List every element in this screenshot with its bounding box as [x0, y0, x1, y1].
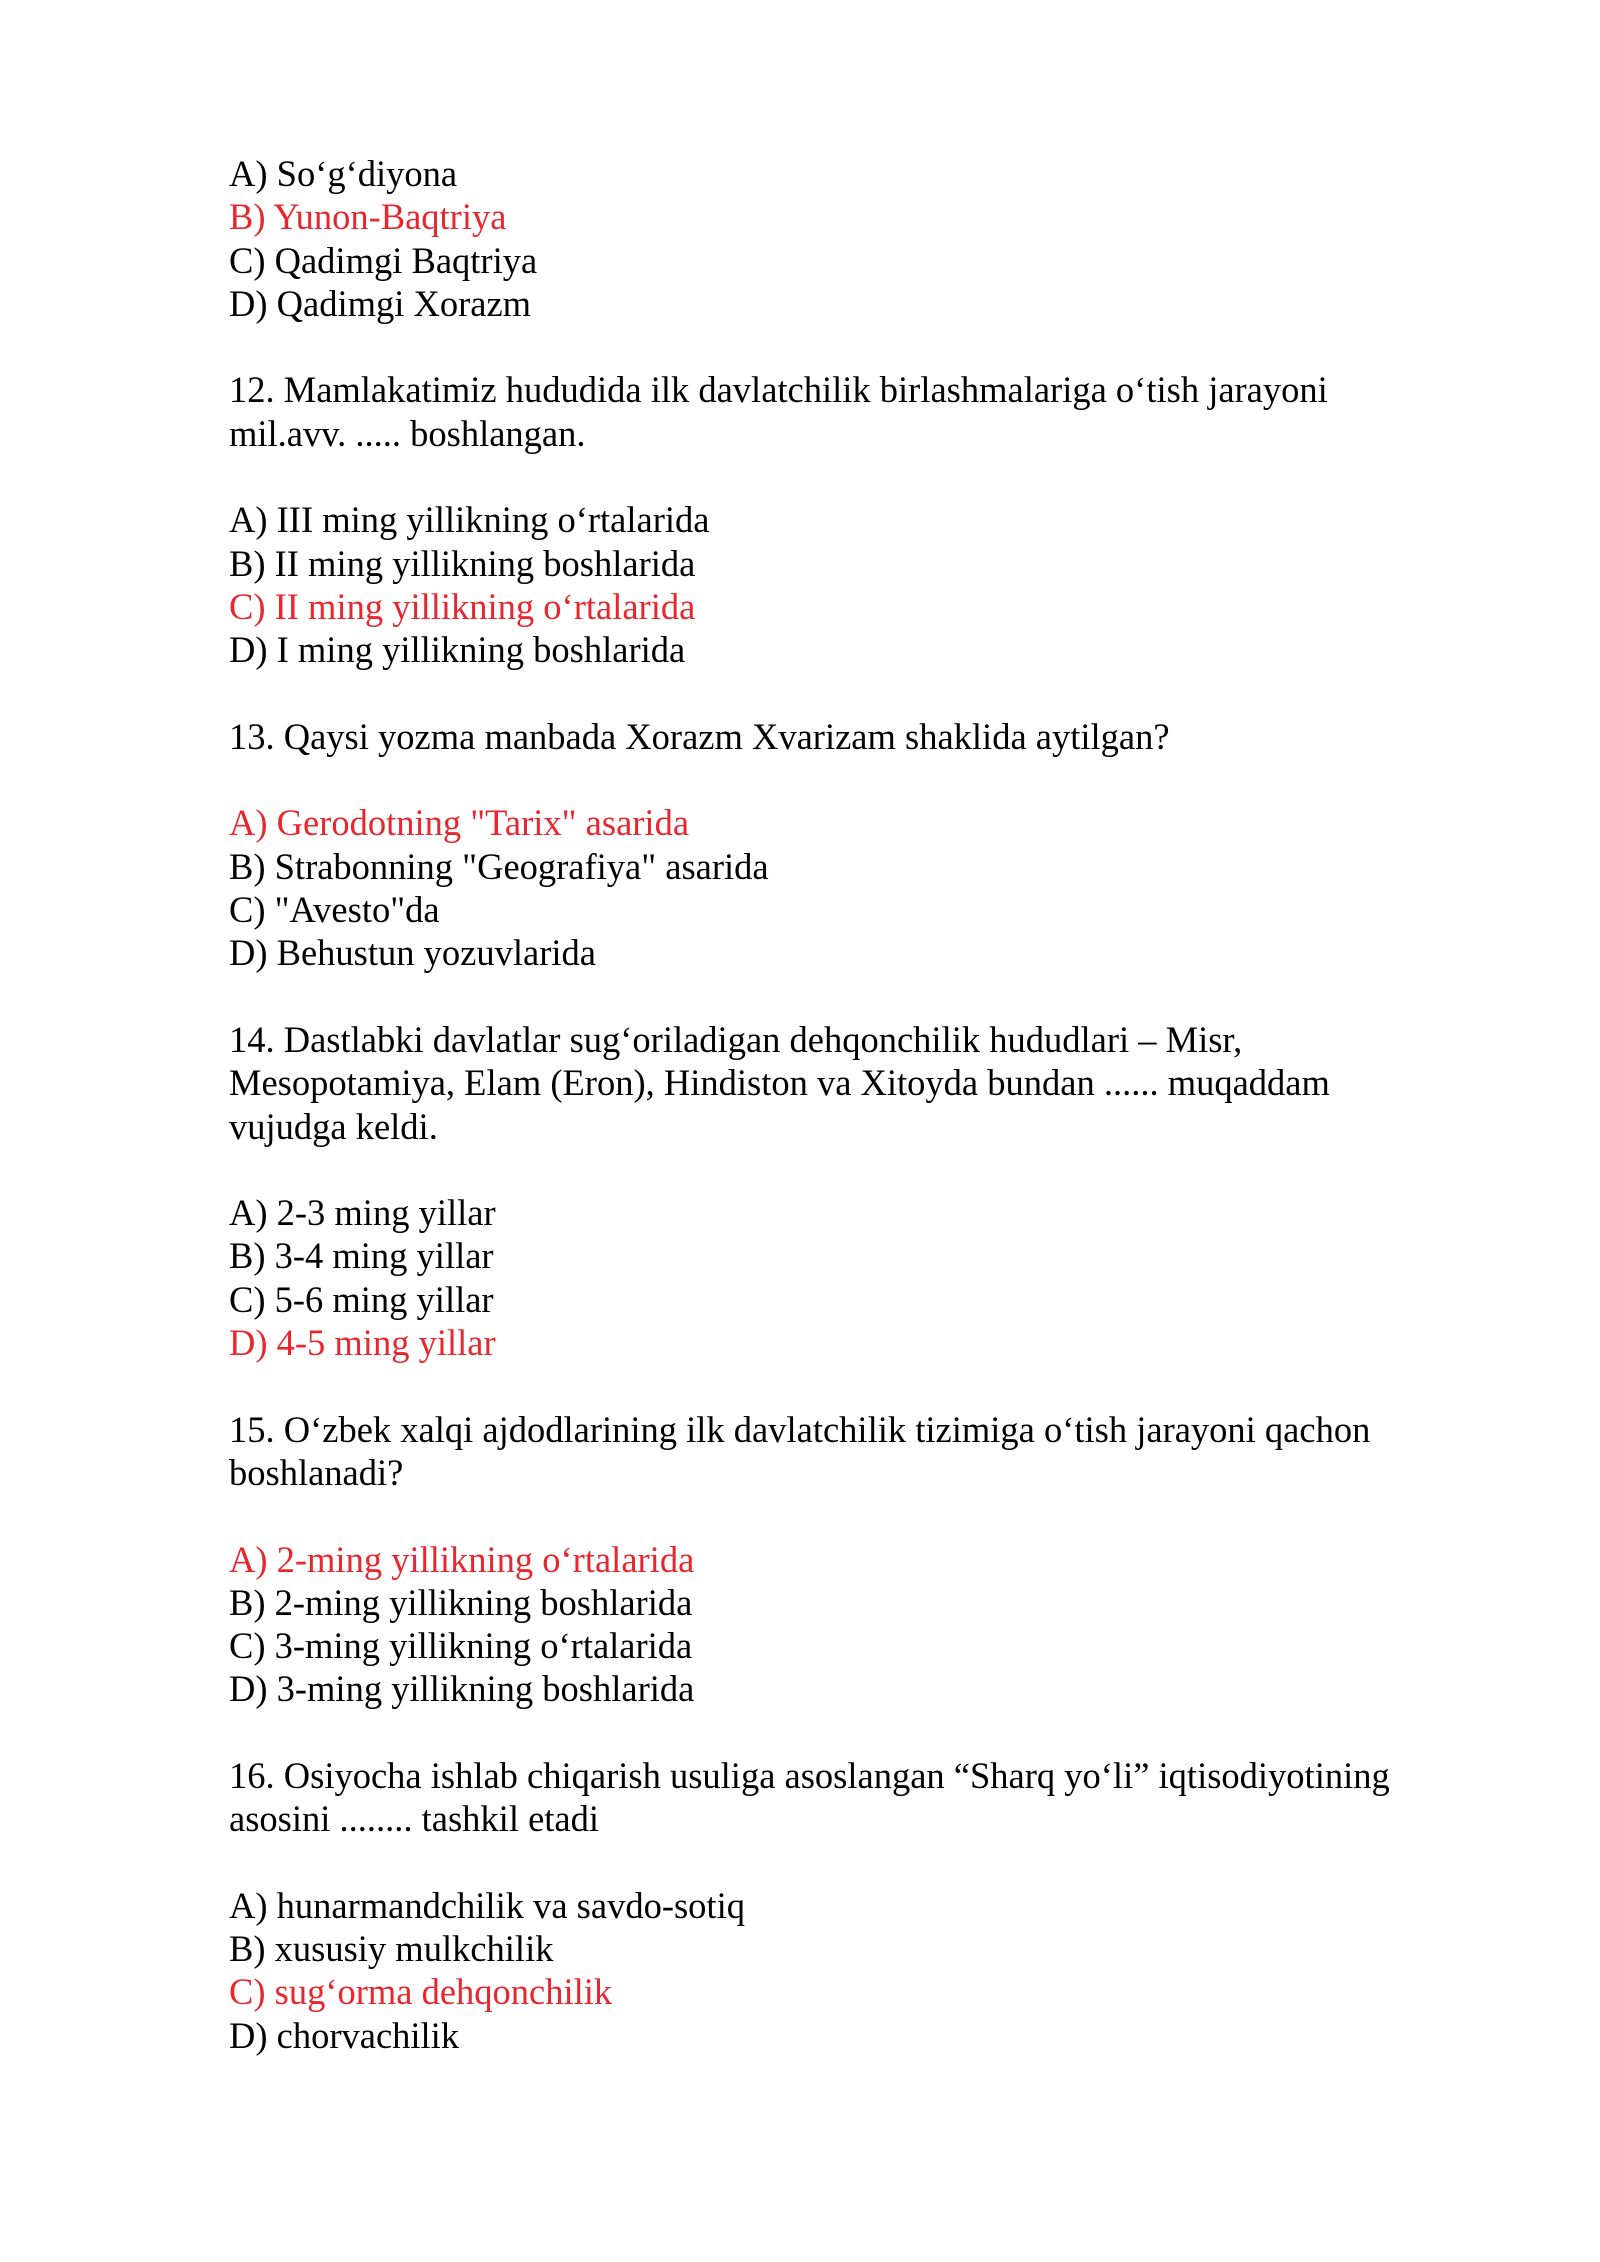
- document-page: [229, 152, 1429, 2100]
- question-12-options: [229, 498, 1429, 671]
- answer-option: B) 3-4 ming yillar: [229, 1235, 494, 1277]
- answer-option: A) So‘g‘diyona: [229, 153, 458, 194]
- question-line: 14. Dastlabki davlatlar sug‘oriladigan dehqonchilik hududlari – Misr,: [229, 1018, 1243, 1060]
- answer-option: C) 5-6 ming yillar: [229, 1278, 494, 1320]
- question-line: 13. Qaysi yozma manbada Xorazm Xvarizam shaklida aytilgan?: [229, 715, 1170, 757]
- answer-option: D) Behustun yozuvlarida: [229, 932, 596, 974]
- question-14-text: [229, 1018, 1429, 1148]
- question-line: asosini ........ tashkil etadi: [229, 1798, 600, 1840]
- question-13-options: [229, 801, 1429, 974]
- question-line: 12. Mamlakatimiz hududida ilk davlatchilik birlashmalariga o‘tish jarayoni: [229, 369, 1328, 411]
- answer-option: B) xususiy mulkchilik: [229, 1928, 554, 1970]
- question-line: mil.avv. ..... boshlangan.: [229, 412, 586, 454]
- answer-option-correct: B) Yunon-Baqtriya: [229, 196, 507, 238]
- answer-option: D) chorvachilik: [229, 2014, 460, 2056]
- question-16-text: [229, 1754, 1429, 1841]
- question-line: vujudga keldi.: [229, 1105, 438, 1147]
- question-15-options: [229, 1538, 1429, 1711]
- answer-option: D) I ming yillikning boshlarida: [229, 629, 686, 671]
- answer-option: C) "Avesto"da: [229, 889, 440, 931]
- question-line: boshlanadi?: [229, 1451, 404, 1493]
- question-line: 16. Osiyocha ishlab chiqarish usuliga asoslangan “Sharq yo‘li” iqtisodiyotining: [229, 1754, 1390, 1796]
- answer-option: C) Qadimgi Baqtriya: [229, 239, 538, 281]
- answer-option: B) II ming yillikning boshlarida: [229, 542, 696, 584]
- question-12-text: [229, 368, 1429, 455]
- answer-option-correct: A) 2-ming yillikning o‘rtalarida: [229, 1538, 695, 1580]
- question-14-options: [229, 1191, 1429, 1364]
- answer-option: D) 3-ming yillikning boshlarida: [229, 1668, 695, 1710]
- answer-option-correct: A) Gerodotning "Tarix" asarida: [229, 802, 690, 844]
- answer-option: C) 3-ming yillikning o‘rtalarida: [229, 1625, 693, 1667]
- question-15-text: [229, 1408, 1429, 1495]
- answer-option: A) 2-3 ming yillar: [229, 1192, 496, 1234]
- answer-option-correct: C) sug‘orma dehqonchilik: [229, 1971, 613, 2013]
- question-line: Mesopotamiya, Elam (Eron), Hindiston va Xitoyda bundan ...... muqaddam: [229, 1062, 1330, 1104]
- question-line: 15. O‘zbek xalqi ajdodlarining ilk davlatchilik tizimiga o‘tish jarayoni qachon: [229, 1408, 1371, 1450]
- question-11-options: [229, 152, 1429, 325]
- answer-option-correct: D) 4-5 ming yillar: [229, 1322, 496, 1364]
- answer-option: A) III ming yillikning o‘rtalarida: [229, 499, 710, 541]
- answer-option: D) Qadimgi Xorazm: [229, 282, 532, 324]
- answer-option: B) 2-ming yillikning boshlarida: [229, 1581, 693, 1623]
- answer-option: B) Strabonning "Geografiya" asarida: [229, 845, 769, 887]
- question-13-text: [229, 715, 1429, 758]
- answer-option-correct: C) II ming yillikning o‘rtalarida: [229, 585, 696, 627]
- answer-option: A) hunarmandchilik va savdo-sotiq: [229, 1884, 745, 1926]
- question-16-options: [229, 1884, 1429, 2057]
